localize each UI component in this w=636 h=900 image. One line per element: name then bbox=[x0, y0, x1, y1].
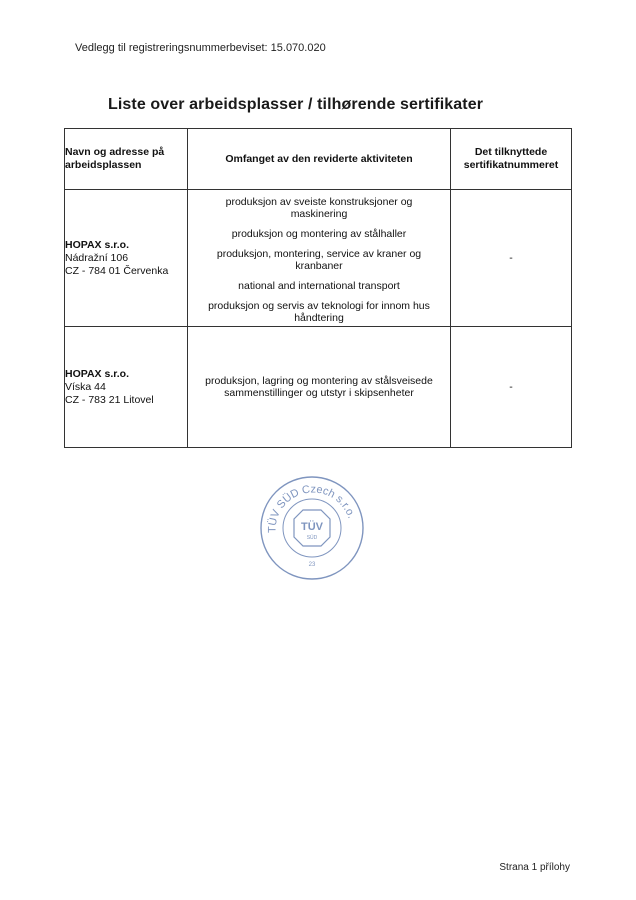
page-title: Liste over arbeidsplasser / tilhørende sertifikater bbox=[108, 96, 484, 113]
activity-item: produksjon av sveiste konstruksjoner og maskinering bbox=[225, 196, 413, 220]
activities-cell bbox=[188, 327, 451, 448]
activity-item: produksjon og servis av teknologi for innom hus håndtering bbox=[208, 300, 430, 324]
activity-item: produksjon, montering, service av kraner og kranbaner bbox=[216, 248, 422, 272]
table-row bbox=[65, 190, 572, 327]
workplaces-table bbox=[64, 128, 572, 448]
stamp-number: 23 bbox=[308, 562, 316, 568]
street-address: Víska 44 bbox=[65, 380, 106, 393]
table-header-row bbox=[65, 129, 572, 190]
company-name: HOPAX s.r.o. bbox=[65, 367, 129, 380]
city-address: CZ - 784 01 Červenka bbox=[65, 264, 169, 277]
stamp-ring-text: TÜV SÜD Czech s.r.o. bbox=[266, 483, 358, 534]
tuv-logo-subtext: SÜD bbox=[306, 535, 318, 541]
workplace-address-cell bbox=[65, 190, 188, 327]
activity-item: produksjon og montering av stålhaller bbox=[231, 228, 407, 240]
tuv-sud-stamp bbox=[258, 474, 366, 582]
certificate-number-cell: - bbox=[451, 327, 572, 448]
certificate-number-cell: - bbox=[451, 190, 572, 327]
page-footer: Strana 1 přílohy bbox=[499, 862, 570, 873]
column-header-certificate: Det tilknyttede sertifikatnummeret bbox=[451, 129, 572, 190]
activity-item: national and international transport bbox=[238, 280, 400, 292]
annex-reference: Vedlegg til registreringsnummerbeviset: 15.070.020 bbox=[75, 42, 326, 54]
workplace-address-cell bbox=[65, 327, 188, 448]
tuv-logo-text: TÜV bbox=[301, 521, 323, 533]
activity-item: produksjon, lagring og montering av stålsveisede sammenstillinger og utstyr i skipsenheter bbox=[205, 375, 433, 399]
column-header-workplace: Navn og adresse på arbeidsplassen bbox=[65, 129, 188, 190]
table-row bbox=[65, 327, 572, 448]
city-address: CZ - 783 21 Litovel bbox=[65, 393, 154, 406]
activities-cell bbox=[188, 190, 451, 327]
street-address: Nádražní 106 bbox=[65, 251, 129, 264]
company-name: HOPAX s.r.o. bbox=[65, 238, 129, 251]
column-header-scope: Omfanget av den reviderte aktiviteten bbox=[188, 129, 451, 190]
